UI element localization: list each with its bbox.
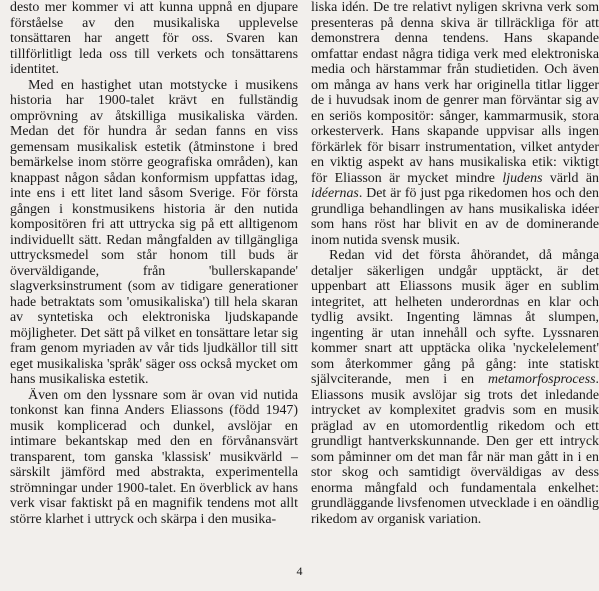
text-run: . Eliassons musik avslöjar sig trots det inledande intrycket av komplexitet gradvis som en musik präglad av en utomordentlig rikedom och ett grundligt hantverkskunnande. Den ger ett intryck som påminner om det man får när man gått in i en stor skog och samtidigt överväldigas av dess enorma mångfald och fundamentala enkelhet: grundläggande livsfenomen utvecklade i en oändlig rikedom av organisk variation. [311, 372, 599, 527]
italic-term: metamorfosprocess [487, 372, 596, 387]
paragraph: desto mer kommer vi att kunna uppnå en djupare förståelse av den musikaliska upplevelse tonsättaren har angett för oss. Svaren kan tillförlitligt leda oss till verkets och tonsättarens identitet. [10, 0, 298, 77]
paragraph: Även om den lyssnare som är ovan vid nutida tonkonst kan finna Anders Eliassons (född 1947) musik komplicerad och dunkel, avslöjar en intimare bekantskap med den en förvånansvärt transparent, tom ganska 'klassisk' musikvärld – särskilt jämförd med abstrakta, experimentella strömningar under 1900-talet. En överblick av hans verk visar faktiskt på en magnifik tendens mot allt större klarhet i uttryck och skärpa i den musika- [10, 387, 298, 527]
text-run: . Det är fö just pga rikedomen hos och den grundliga behandlingen av hans musikaliska idéer som hans röst har blivit en av de dominerande inom nutida svensk musik. [311, 186, 599, 248]
page-number: 4 [296, 564, 303, 578]
right-text-column [311, 0, 599, 527]
paragraph: Med en hastighet utan motstycke i musikens historia har 1900-talet krävt en fullständig omprövning av åtskilliga musikaliska värden. Medan det för hundra år sedan fanns en viss gemensam musikalisk estetik (åtminstone i bred bemärkelse inom större geografiska områden), kan knappast någon sådan konformism uppfattas idag, inte ens i ett litet land såsom Sverige. För första gången i konstmusikens historia är den nutida kompositören fri att uttrycka sig på ett alltigenom individuellt sätt. Redan mångfalden av tillgängliga uttrycksmedel som står honom till buds är överväldigande, från 'bullerskapande' slagverksinstrument (som av tidigare generationer hade betraktats som 'omusikaliska') till hela skaran av syntetiska och elektroniska ljudskapande möjligheter. Det sätt på vilket en tonsättare letar sig fram genom myriaden av vår tids ljudkällor till sitt eget musikaliska 'språk' säger oss också mycket om hans musikaliska estetik. [10, 77, 298, 387]
left-text-column [10, 0, 298, 527]
text-run: liska idén. De tre relativt nyligen skrivna verk som presenteras på denna skiva är tillräckliga för att demonstrera denna tendens. Hans skapande omfattar endast några tidiga verk med elektroniska media och härstammar från studietiden. Och även om många av hans verk har originella titlar ligger de i huvudsak inom de genrer man förväntar sig av en seriös kompositör: sånger, kammarmusik, stora orkesterverk. Hans skapande uppvisar alls ingen förkärlek för bisarr instrumentation, vilket antyder en viktig aspekt av hans musikaliska etik: viktigt för Eliasson är mycket mindre [311, 0, 599, 186]
text-run: Redan vid det första åhörandet, då många detaljer säkerligen undgår upptäckt, är det uppenbart att Eliassons musik äger en sublim integritet, att helheten underordnas en klar och tydlig avsikt. Ingenting lämnas åt slumpen, ingenting är utan innehåll och syfte. Lyssnaren kommer snart att upptäcka olika 'nyckelelement' som återkommer gång på gång: inte statiskt självciterande, men i en [311, 248, 599, 387]
italic-term: idéernas [311, 186, 359, 201]
italic-term: ljudens [502, 170, 543, 186]
paragraph [311, 248, 599, 527]
paragraph [311, 0, 599, 248]
text-run: värld än [542, 170, 599, 186]
